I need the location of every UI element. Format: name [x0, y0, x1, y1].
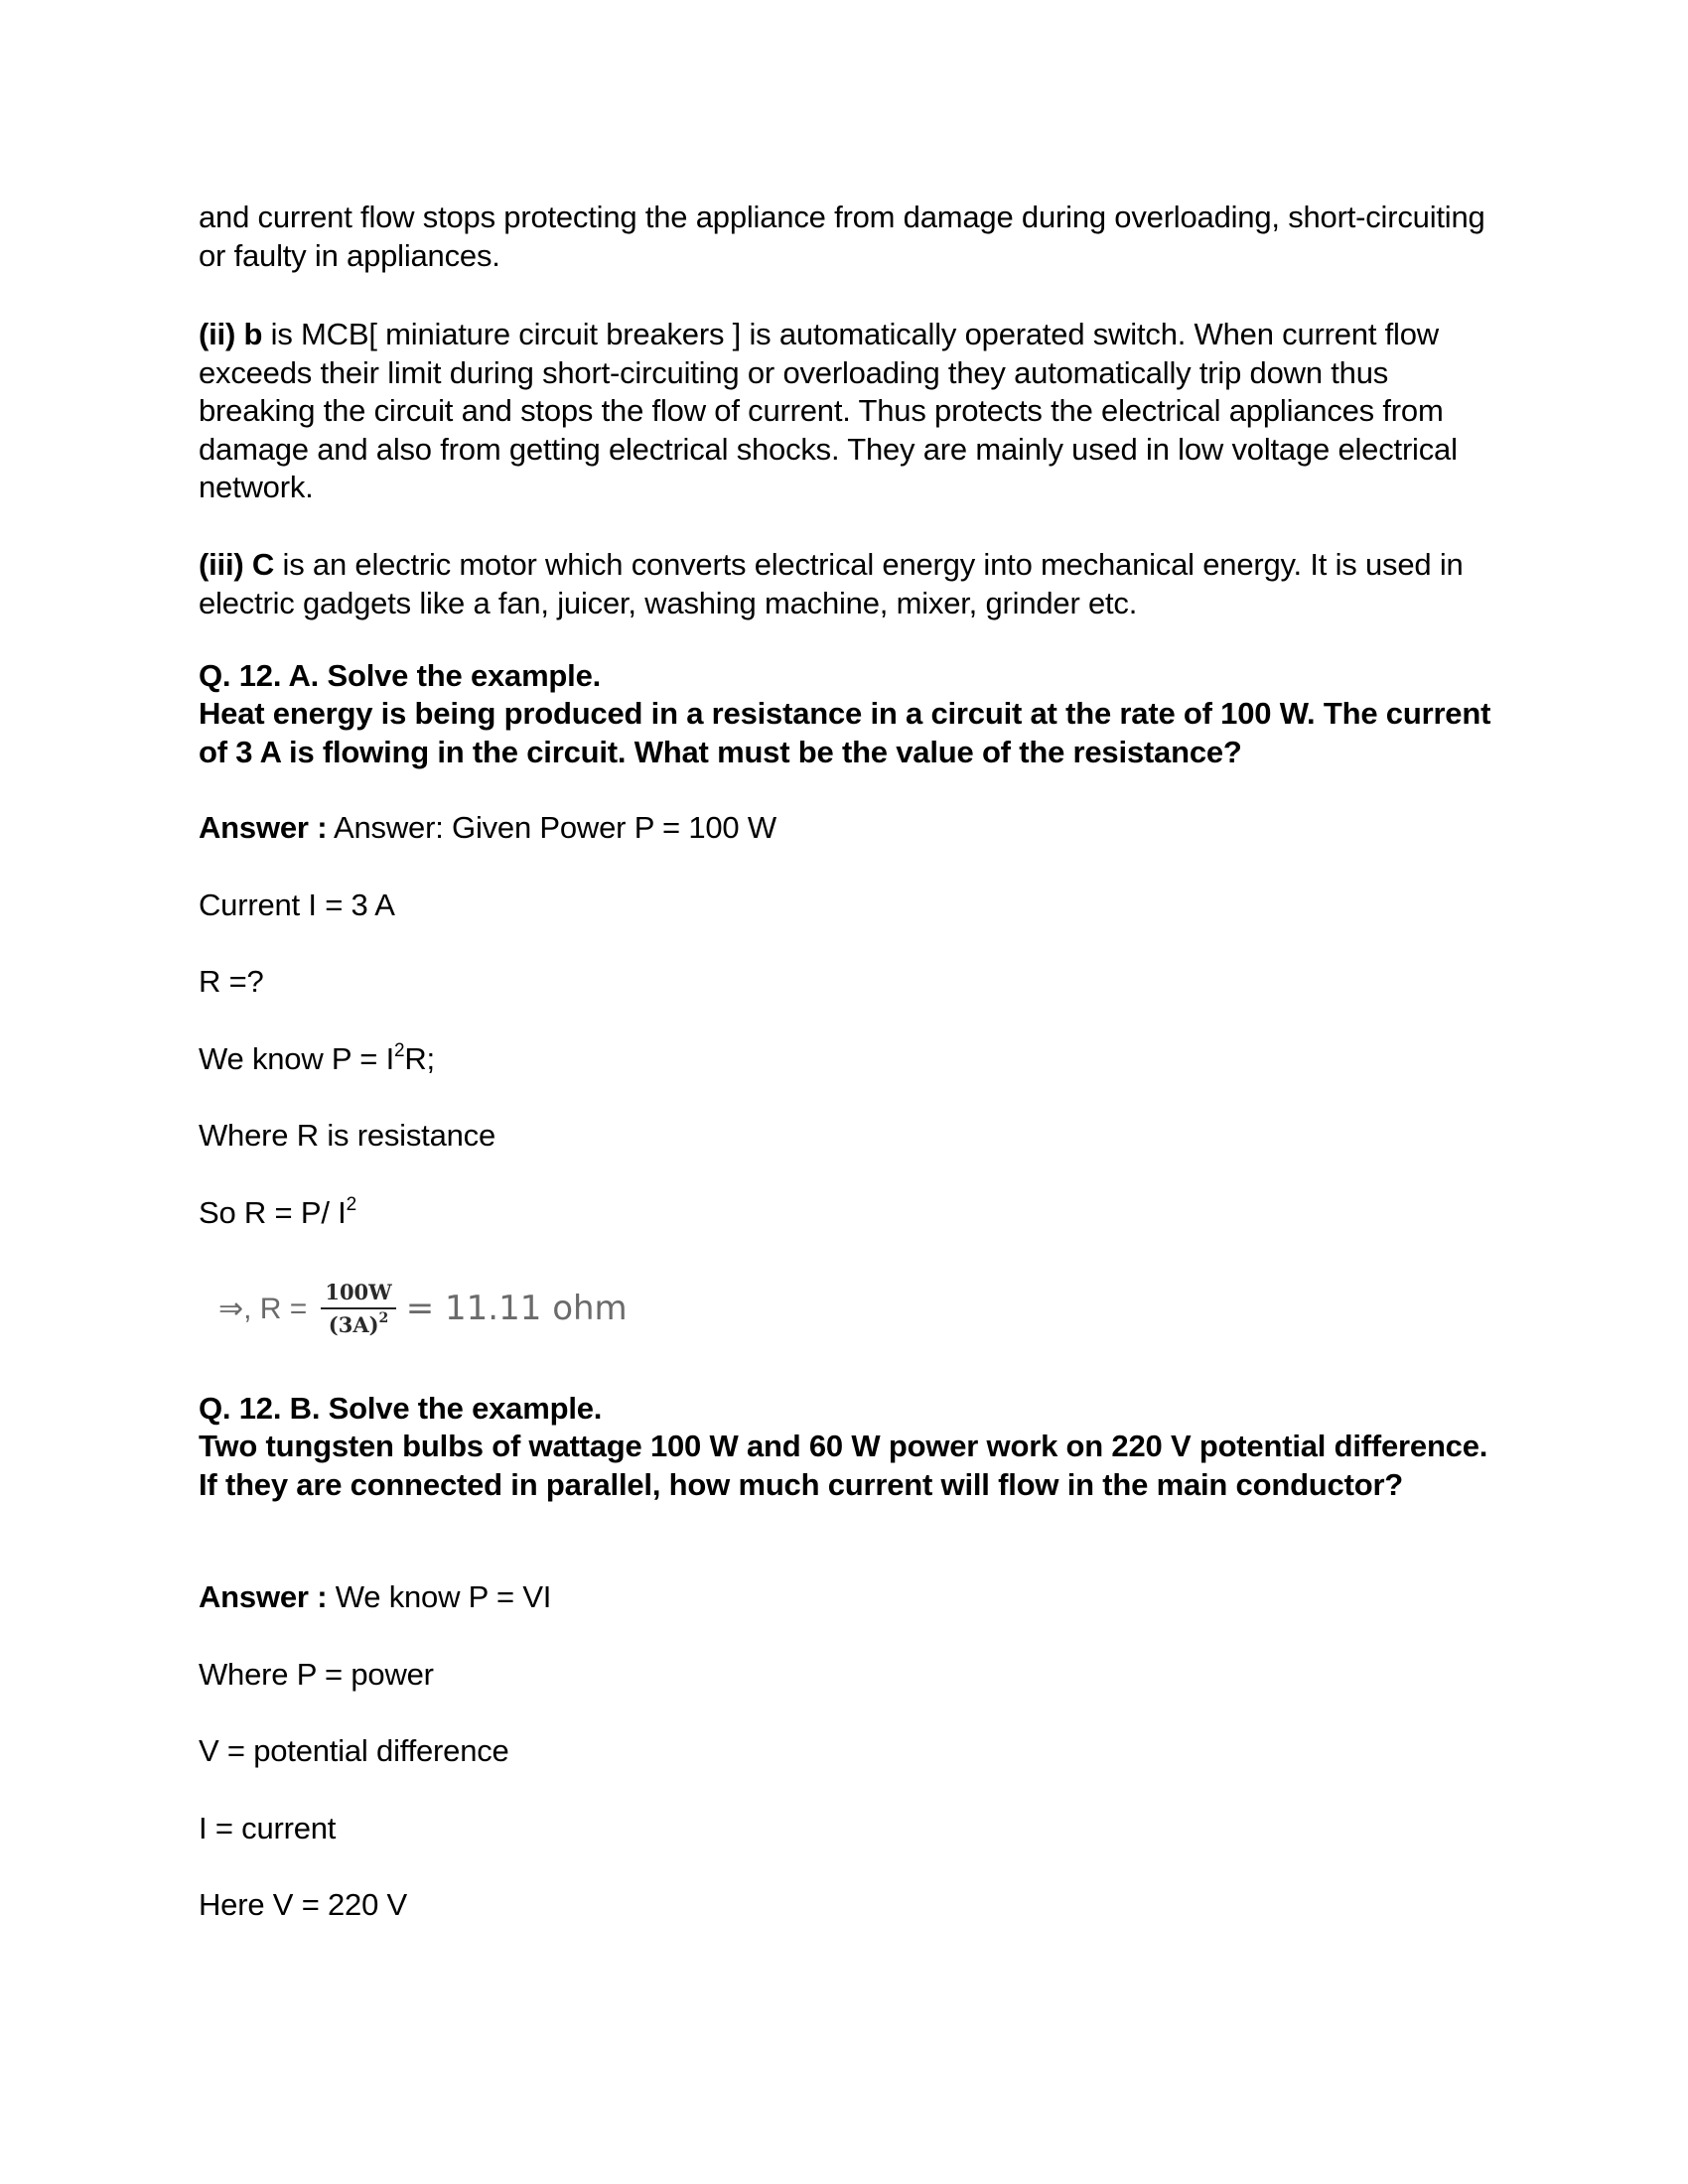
fraction-denominator — [329, 1309, 389, 1337]
q12a-step-so-r — [199, 1194, 1499, 1233]
answer-label: Answer : — [199, 1579, 328, 1614]
continuation-paragraph — [199, 199, 1499, 275]
q12a-heading: Q. 12. A. Solve the example. — [199, 658, 602, 693]
part-iii-text: is an electric motor which converts electrical energy into mechanical energy. It is used in electric gadgets like a fan, juicer, washing machine, mixer, grinder etc. — [199, 547, 1464, 620]
implies-arrow: ⇒, R = — [218, 1292, 308, 1325]
part-ii-label: (ii) b — [199, 317, 263, 351]
answer-label: Answer : — [199, 810, 328, 845]
fraction-numerator: 100W — [321, 1280, 395, 1309]
q12b-answer-line — [199, 1578, 1499, 1617]
fraction — [321, 1280, 395, 1337]
answer-text: We know P = VI — [327, 1579, 552, 1614]
q12a-step-r-unknown: R =? — [199, 964, 264, 999]
formula-result: = 11.11 ohm — [405, 1289, 628, 1328]
part-iii-paragraph — [199, 546, 1499, 622]
q12b-step-voltage: V = potential difference — [199, 1733, 509, 1768]
denominator-base: (3A) — [328, 1312, 379, 1337]
q12a-step-current: Current I = 3 A — [199, 887, 395, 922]
superscript: 2 — [394, 1039, 405, 1061]
step-text: We know P = I — [199, 1041, 394, 1076]
q12b-heading: Q. 12. B. Solve the example. — [199, 1391, 603, 1426]
q12b-step-current: I = current — [199, 1811, 337, 1845]
q12a-question: Heat energy is being produced in a resistance in a circuit at the rate of 100 W. The current of 3 A is flowing in the circuit. What must be the value of the resistance? — [199, 696, 1491, 769]
q12b-question: Two tungsten bulbs of wattage 100 W and 60 W power work on 220 V potential difference. If they are connected in parallel, how much current will flow in the main conductor? — [199, 1429, 1488, 1502]
q12a-answer-line — [199, 809, 1499, 848]
continuation-text: and current flow stops protecting the appliance from damage during overloading, short-circuiting or faulty in appliances. — [199, 200, 1485, 273]
resistance-formula-image — [218, 1269, 628, 1348]
q12b-step-here-v: Here V = 220 V — [199, 1887, 408, 1922]
q12a-step-power-formula — [199, 1040, 1499, 1079]
q12a-step-where: Where R is resistance — [199, 1118, 496, 1153]
answer-text: Answer: Given Power P = 100 W — [327, 810, 776, 845]
part-ii-text: is MCB[ miniature circuit breakers ] is automatically operated switch. When current flow exceeds their limit during short-circuiting or overloading they automatically trip down thus breaking the circuit and stops the flow of current. Thus protects the electrical appliances from damage and also from getting electrical shocks. They are mainly used in low voltage electrical network. — [199, 317, 1458, 504]
part-iii-label: (iii) C — [199, 547, 275, 582]
step-suffix: R; — [404, 1041, 435, 1076]
denominator-exponent: 2 — [378, 1310, 389, 1326]
q12b-step-power: Where P = power — [199, 1657, 434, 1692]
part-ii-paragraph — [199, 316, 1499, 507]
step-text: So R = P/ I — [199, 1195, 347, 1230]
superscript: 2 — [346, 1193, 356, 1215]
